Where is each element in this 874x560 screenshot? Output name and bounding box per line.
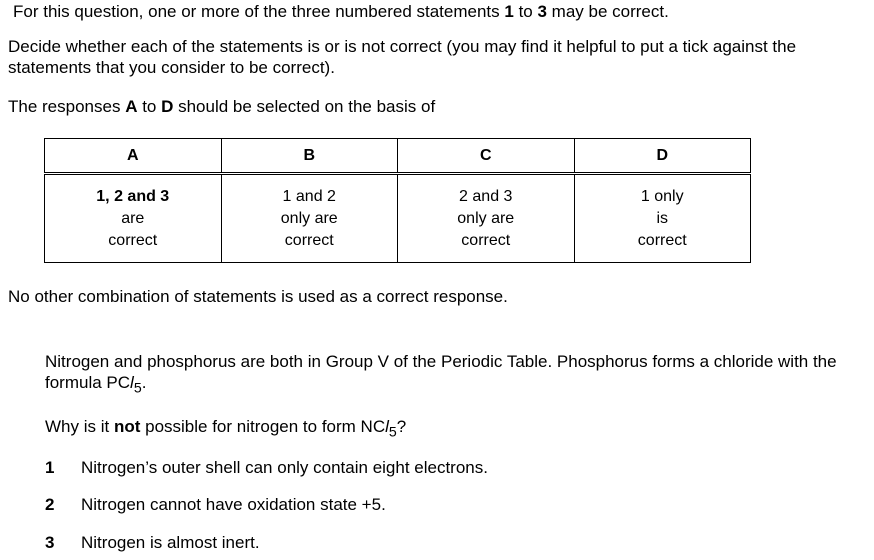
combination-note: No other combination of statements is used as a correct response. — [8, 287, 508, 306]
cell-d — [574, 174, 751, 263]
cell-line: 1 and 2 — [282, 187, 336, 205]
statement-text: Nitrogen is almost inert. — [81, 533, 260, 552]
table-header-row — [45, 139, 751, 174]
cell-line: are — [121, 209, 145, 227]
response-letter: D — [161, 97, 174, 116]
stem-l: l — [130, 373, 134, 392]
statement-1 — [45, 457, 488, 478]
ask-emphasis: not — [113, 417, 141, 436]
table-body-row — [45, 174, 751, 263]
instruction-text: should be selected on the basis of — [173, 97, 436, 116]
statement-number: 3 — [537, 2, 547, 21]
statement-text: Nitrogen’s outer shell can only contain eight electrons. — [81, 458, 488, 477]
instruction-text: may be correct. — [546, 2, 669, 21]
header-cell-c: C — [398, 139, 575, 174]
ask-text: Why is it — [45, 417, 114, 436]
stem-subscript: 5 — [133, 380, 142, 397]
cell-line: correct — [284, 231, 334, 249]
statement-3 — [45, 532, 260, 553]
ask-l: l — [385, 417, 389, 436]
ask-text: ? — [396, 417, 407, 436]
statement-text: Nitrogen cannot have oxidation state +5. — [81, 495, 386, 514]
response-letter: A — [125, 97, 138, 116]
header-cell-a: A — [45, 139, 222, 174]
cell-a — [45, 174, 222, 263]
instruction-line-3 — [8, 96, 435, 117]
header-cell-d: D — [574, 139, 751, 174]
question-stem — [45, 351, 870, 399]
statement-2 — [45, 494, 386, 515]
cell-line: only are — [457, 209, 515, 227]
question-ask — [45, 416, 406, 443]
ask-subscript: 5 — [388, 424, 397, 441]
cell-line: 1, 2 and 3 — [96, 187, 170, 205]
instruction-text: to — [137, 97, 162, 116]
cell-line: correct — [461, 231, 511, 249]
cell-line: 2 and 3 — [459, 187, 513, 205]
response-key-table — [44, 138, 751, 263]
cell-line: only are — [280, 209, 338, 227]
cell-line: 1 only — [640, 187, 684, 205]
cell-line: correct — [108, 231, 158, 249]
header-cell-b: B — [221, 139, 398, 174]
instruction-line-2: Decide whether each of the statements is or is not correct (you may find it helpful to put a tick against the statements that you consider to be correct). — [8, 37, 797, 77]
ask-text: possible for nitrogen to form NC — [140, 417, 386, 436]
stem-text: Nitrogen and phosphorus are both in Group V of the Periodic Table. Phosphorus forms a chloride with the formula PC — [45, 352, 837, 392]
statement-number: 2 — [45, 495, 55, 514]
instruction-text: For this question, one or more of the three numbered statements — [13, 2, 505, 21]
cell-b — [221, 174, 398, 263]
cell-line: is — [656, 209, 669, 227]
instruction-text: to — [513, 2, 538, 21]
instruction-line-1 — [13, 1, 669, 22]
cell-line: correct — [637, 231, 687, 249]
statement-number: 3 — [45, 533, 55, 552]
statement-number: 1 — [504, 2, 514, 21]
statement-number: 1 — [45, 458, 55, 477]
stem-text: . — [141, 373, 147, 392]
cell-c — [398, 174, 575, 263]
instruction-text: The responses — [8, 97, 126, 116]
